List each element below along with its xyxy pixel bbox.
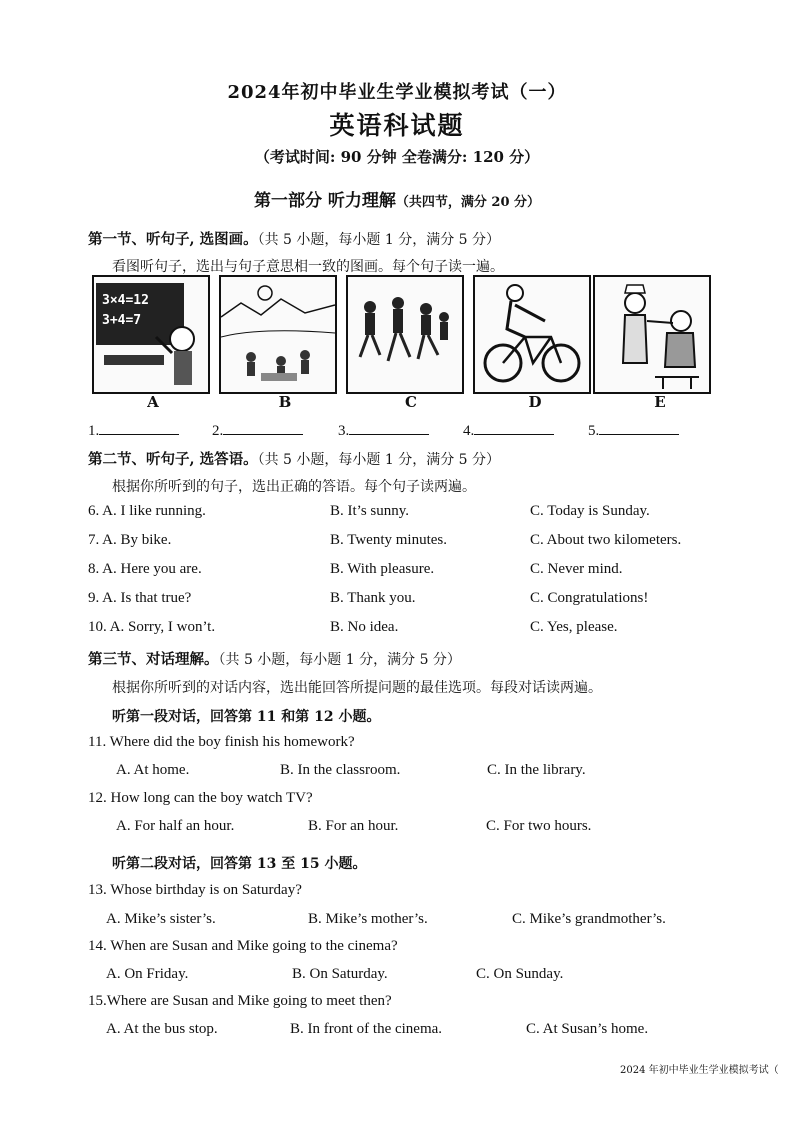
running-children-icon: [348, 277, 462, 392]
q14-option-a: A. On Friday.: [106, 966, 189, 982]
q14-option-c: C. On Sunday.: [476, 966, 564, 982]
q15-question: 15.Where are Susan and Mike going to meet then?: [88, 993, 392, 1009]
section2-heading: [88, 448, 500, 469]
picture-c: [346, 275, 464, 394]
q11-option-a: A. At home.: [116, 762, 190, 778]
section1-note: （共 5 小题，每小题 1 分，满分 5 分）: [257, 232, 501, 248]
q11-question: 11. Where did the boy finish his homework?: [88, 734, 355, 750]
q10-option-a: 10. A. Sorry, I won’t.: [88, 619, 216, 635]
q12-question: 12. How long can the boy watch TV?: [88, 790, 313, 806]
picture-label-a: A: [147, 393, 159, 411]
q9-option-b: B. Thank you.: [330, 590, 416, 606]
section3-instruction: 根据你所听到的对话内容，选出能回答所提问题的最佳选项。每段对话读两遍。: [112, 680, 602, 696]
q8-option-b: B. With pleasure.: [330, 561, 435, 577]
q11-option-c: C. In the library.: [487, 762, 586, 778]
section3-title: 第三节、对话理解。: [88, 651, 219, 668]
q13-question: 13. Whose birthday is on Saturday?: [88, 882, 302, 898]
picture-d: [473, 275, 591, 394]
part1-title: 第一部分 听力理解: [253, 191, 396, 211]
q8-option-a: 8. A. Here you are.: [88, 561, 202, 577]
section1-heading: [88, 228, 500, 249]
picture-b: [219, 275, 337, 394]
q9-option-c: C. Congratulations!: [530, 590, 649, 606]
q9-option-a: 9. A. Is that true?: [88, 590, 192, 606]
dentist-visit-icon: [595, 277, 709, 392]
picture-label-c: C: [405, 393, 417, 411]
picnic-scene-icon: [221, 277, 335, 392]
picture-e: [593, 275, 711, 394]
q10-option-c: C. Yes, please.: [530, 619, 618, 635]
answer-blank-2[interactable]: 2.: [212, 420, 303, 440]
section3-note: （共 5 小题，每小题 1 分，满分 5 分）: [218, 652, 461, 668]
q6-option-c: C. Today is Sunday.: [530, 503, 650, 519]
q11-option-b: B. In the classroom.: [280, 762, 401, 778]
q12-option-c: C. For two hours.: [486, 818, 592, 834]
section2-title: 第二节、听句子, 选答语。: [88, 451, 258, 468]
q13-option-c: C. Mike’s grandmother’s.: [512, 911, 666, 927]
q7-option-a: 7. A. By bike.: [88, 532, 172, 548]
q6-option-b: B. It’s sunny.: [330, 503, 410, 519]
exam-meta: （考试时间: 90 分钟 全卷满分: 120 分）: [254, 148, 540, 166]
section1-instruction: 看图听句子，选出与句子意思相一致的图画。每个句子读一遍。: [112, 259, 504, 275]
answer-blank-1[interactable]: 1.: [88, 420, 179, 440]
part1-heading: [0, 186, 794, 211]
picture-label-d: D: [528, 393, 542, 411]
answer-blank-5[interactable]: 5.: [588, 420, 679, 440]
q6-option-a: 6. A. I like running.: [88, 503, 206, 519]
q13-option-b: B. Mike’s mother’s.: [308, 911, 428, 927]
q13-option-a: A. Mike’s sister’s.: [106, 911, 216, 927]
board-line-2: 3+4=7: [102, 313, 142, 328]
section3-heading: [88, 648, 461, 669]
q15-option-c: C. At Susan’s home.: [526, 1021, 649, 1037]
picture-label-e: E: [654, 393, 666, 411]
q15-option-a: A. At the bus stop.: [106, 1021, 218, 1037]
subject-title: 英语科试题: [329, 111, 465, 140]
section2-instruction: 根据你所听到的句子，选出正确的答语。每个句子读两遍。: [112, 479, 476, 495]
q7-option-c: C. About two kilometers.: [530, 532, 682, 548]
q12-option-a: A. For half an hour.: [116, 818, 235, 834]
dialog1-intro: 听第一段对话，回答第 11 和第 12 小题。: [112, 709, 381, 725]
q8-option-c: C. Never mind.: [530, 561, 623, 577]
bicycle-rider-icon: [475, 277, 589, 392]
part1-note: （共四节，满分 20 分）: [395, 195, 541, 210]
dialog2-intro: 听第二段对话，回答第 13 至 15 小题。: [112, 856, 367, 872]
q12-option-b: B. For an hour.: [308, 818, 399, 834]
picture-a: [92, 275, 210, 394]
page-footer: 2024 年初中毕业生学业模拟考试（: [620, 1065, 779, 1076]
q14-question: 14. When are Susan and Mike going to the cinema?: [88, 938, 398, 954]
section2-note: （共 5 小题，每小题 1 分，满分 5 分）: [257, 452, 501, 468]
answer-blank-3[interactable]: 3.: [338, 420, 429, 440]
answer-blank-4[interactable]: 4.: [463, 420, 554, 440]
q15-option-b: B. In front of the cinema.: [290, 1021, 443, 1037]
q10-option-b: B. No idea.: [330, 619, 399, 635]
picture-label-b: B: [278, 393, 292, 411]
q7-option-b: B. Twenty minutes.: [330, 532, 448, 548]
exam-title: 2024年初中毕业生学业模拟考试（一）: [227, 82, 567, 103]
q14-option-b: B. On Saturday.: [292, 966, 388, 982]
section1-title: 第一节、听句子, 选图画。: [88, 231, 258, 248]
board-line-1: 3×4=12: [102, 293, 149, 308]
